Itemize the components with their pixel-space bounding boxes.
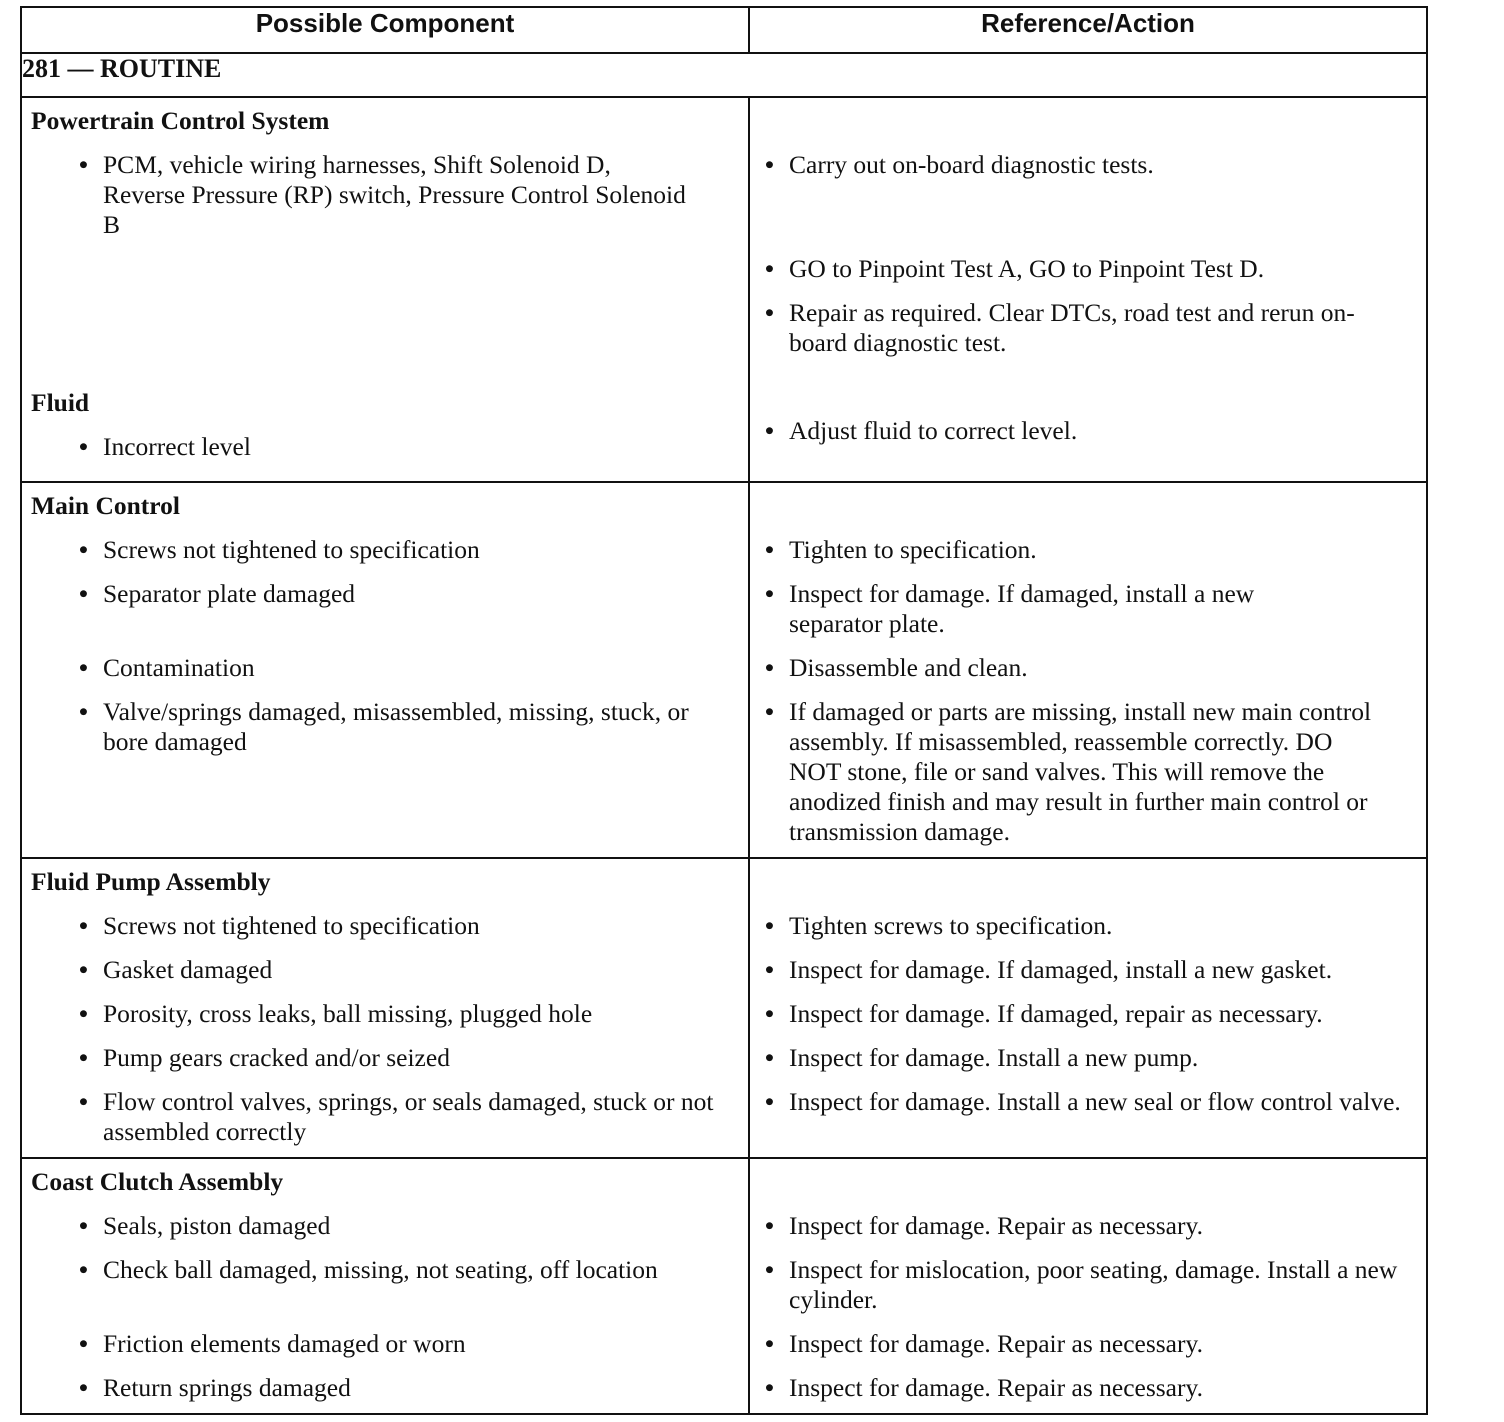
component-text: Seals, piston damaged — [103, 1211, 331, 1240]
component-item — [31, 1373, 738, 1403]
action-item — [759, 535, 1416, 579]
action-item — [759, 579, 1416, 653]
diagnostic-table — [20, 6, 1428, 1415]
action-item — [759, 653, 1416, 697]
section-row-main-control — [21, 482, 1427, 858]
routine-row — [21, 53, 1427, 97]
component-cell — [21, 1158, 749, 1414]
component-item — [31, 535, 738, 579]
component-item — [31, 999, 738, 1043]
action-item — [759, 911, 1416, 955]
action-text: Inspect for damage. Repair as necessary. — [789, 1373, 1203, 1402]
action-text: Disassemble and clean. — [789, 653, 1028, 682]
component-text: Porosity, cross leaks, ball missing, plugged hole — [103, 999, 593, 1028]
bullet-icon: • — [765, 254, 774, 283]
action-item — [759, 999, 1416, 1043]
bullet-icon: • — [765, 697, 774, 726]
component-cell — [21, 482, 749, 858]
component-text: Pump gears cracked and/or seized — [103, 1043, 450, 1072]
bullet-icon: • — [79, 1373, 88, 1402]
bullet-icon: • — [765, 1255, 774, 1284]
bullet-icon: • — [79, 911, 88, 940]
bullet-icon: • — [79, 432, 88, 461]
component-item — [31, 653, 738, 697]
diagnostic-table-page — [20, 6, 1426, 1415]
component-item — [31, 911, 738, 955]
component-item — [31, 1255, 738, 1329]
bullet-icon: • — [79, 535, 88, 564]
component-text: Flow control valves, springs, or seals damaged, stuck or not assembled correctly — [103, 1087, 714, 1146]
bullet-icon: • — [765, 535, 774, 564]
action-text: Inspect for damage. Repair as necessary. — [789, 1211, 1203, 1240]
action-item — [759, 697, 1416, 847]
action-item — [759, 254, 1416, 298]
component-text: Gasket damaged — [103, 955, 273, 984]
component-item — [31, 1043, 738, 1087]
bullet-icon: • — [765, 955, 774, 984]
action-text: Inspect for damage. Install a new seal or flow control valve. — [789, 1087, 1401, 1116]
action-cell — [749, 1158, 1427, 1414]
action-item — [759, 150, 1416, 254]
bullet-icon: • — [765, 298, 774, 327]
bullet-icon: • — [765, 1329, 774, 1358]
section-row-powertrain — [21, 97, 1427, 482]
action-cell — [749, 858, 1427, 1158]
action-item — [759, 1043, 1416, 1087]
bullet-icon: • — [79, 653, 88, 682]
section-row-coast-clutch — [21, 1158, 1427, 1414]
action-text: Inspect for damage. Install a new pump. — [789, 1043, 1199, 1072]
action-text: Inspect for mislocation, poor seating, damage. Install a new cylinder. — [789, 1255, 1398, 1314]
action-item — [759, 1087, 1416, 1117]
component-item — [31, 1087, 738, 1147]
action-text: Tighten screws to specification. — [789, 911, 1113, 940]
component-cell — [21, 97, 749, 482]
component-text: Return springs damaged — [103, 1373, 351, 1402]
bullet-icon: • — [765, 911, 774, 940]
action-cell — [749, 482, 1427, 858]
bullet-icon: • — [765, 579, 774, 608]
action-item — [759, 1329, 1416, 1373]
bullet-icon: • — [79, 697, 88, 726]
bullet-icon: • — [79, 1087, 88, 1116]
component-text: Contamination — [103, 653, 255, 682]
bullet-icon: • — [79, 1255, 88, 1284]
action-text: Repair as required. Clear DTCs, road test and rerun on-board diagnostic test. — [789, 298, 1355, 357]
component-item — [31, 432, 738, 462]
column-header-reference-action: Reference/Action — [749, 7, 1427, 53]
action-text: GO to Pinpoint Test A, GO to Pinpoint Test D. — [789, 254, 1265, 283]
component-text: Friction elements damaged or worn — [103, 1329, 466, 1358]
bullet-icon: • — [765, 416, 774, 445]
component-cell — [21, 858, 749, 1158]
bullet-icon: • — [765, 1087, 774, 1116]
bullet-icon: • — [765, 150, 774, 179]
action-text: If damaged or parts are missing, install new main control assembly. If misassembled, reassemble correctly. DO NOT stone, file or sand valves. This will remove the anodized finish and may result in further main control or transmission damage. — [789, 697, 1372, 846]
component-item — [31, 955, 738, 999]
section-title: Fluid — [31, 388, 90, 417]
bullet-icon: • — [79, 1043, 88, 1072]
action-text: Inspect for damage. If damaged, install a new separator plate. — [789, 579, 1255, 638]
bullet-icon: • — [79, 999, 88, 1028]
header-row — [21, 7, 1427, 53]
action-item — [759, 1255, 1416, 1329]
bullet-icon: • — [79, 150, 88, 179]
component-text: Valve/springs damaged, misassembled, missing, stuck, or bore damaged — [103, 697, 689, 756]
bullet-icon: • — [765, 1211, 774, 1240]
section-title: Coast Clutch Assembly — [31, 1167, 284, 1196]
component-text: Incorrect level — [103, 432, 251, 461]
component-text: Check ball damaged, missing, not seating, off location — [103, 1255, 658, 1284]
action-text: Carry out on-board diagnostic tests. — [789, 150, 1154, 179]
section-title: Powertrain Control System — [31, 106, 330, 135]
bullet-icon: • — [765, 653, 774, 682]
action-text: Adjust fluid to correct level. — [789, 416, 1078, 445]
action-item — [759, 1211, 1416, 1255]
bullet-icon: • — [79, 1329, 88, 1358]
section-title: Fluid Pump Assembly — [31, 867, 271, 896]
action-cell — [749, 97, 1427, 482]
component-item — [31, 1211, 738, 1255]
component-item — [31, 697, 738, 757]
action-item — [759, 1373, 1416, 1403]
component-text: PCM, vehicle wiring harnesses, Shift Solenoid D, Reverse Pressure (RP) switch, Pressure Control Solenoid B — [103, 150, 686, 239]
column-header-possible-component: Possible Component — [21, 7, 749, 53]
action-text: Inspect for damage. If damaged, install a new gasket. — [789, 955, 1333, 984]
action-text: Inspect for damage. If damaged, repair as necessary. — [789, 999, 1323, 1028]
routine-code: 281 — ROUTINE — [21, 53, 1427, 97]
component-item — [31, 579, 738, 653]
bullet-icon: • — [765, 999, 774, 1028]
section-title: Main Control — [31, 491, 180, 520]
component-text: Screws not tightened to specification — [103, 535, 480, 564]
component-text: Separator plate damaged — [103, 579, 356, 608]
component-item — [31, 1329, 738, 1373]
component-text: Screws not tightened to specification — [103, 911, 480, 940]
bullet-icon: • — [765, 1043, 774, 1072]
bullet-icon: • — [79, 955, 88, 984]
bullet-icon: • — [79, 1211, 88, 1240]
action-item — [759, 298, 1416, 416]
bullet-icon: • — [79, 579, 88, 608]
section-row-fluid-pump — [21, 858, 1427, 1158]
action-item — [759, 416, 1416, 446]
action-text: Inspect for damage. Repair as necessary. — [789, 1329, 1203, 1358]
action-item — [759, 955, 1416, 999]
bullet-icon: • — [765, 1373, 774, 1402]
action-text: Tighten to specification. — [789, 535, 1037, 564]
component-item — [31, 150, 738, 254]
